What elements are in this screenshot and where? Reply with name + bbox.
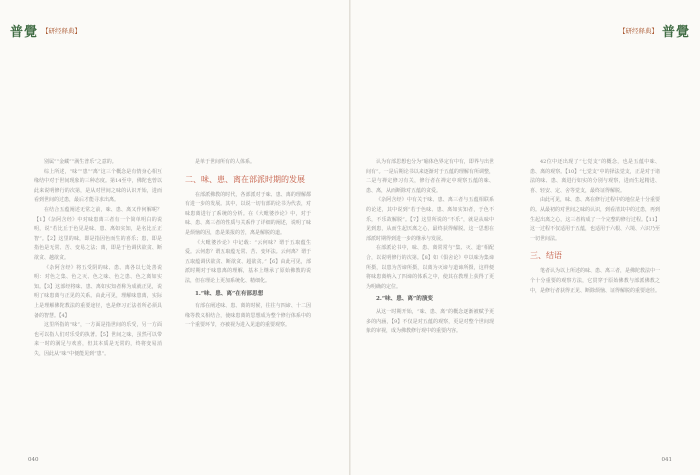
body-paragraph: 在部派论书中，味、患、离常常与“集、灭、道”相配合，以说明修行的次第。【8】如《俱舍论》中以味为集谛所摄，以患为苦谛所摄，以离为灭谛与道谛所摄，这样便将味患离纳入了四谛的体系之中，使其在教理上获得了更为明确的定位。 <box>366 245 494 290</box>
right-logo: 普覺 <box>661 24 690 40</box>
section-heading-3: 三、结语 <box>530 251 562 261</box>
body-paragraph: 从这一时期开始，“味、患、离”的概念逐渐被赋予更多的内涵，【9】不仅是对五蕴的观察，更是对整个世间现象的审视，成为佛教修行观中的重要内容。 <box>366 308 494 335</box>
page-gutter <box>349 0 351 475</box>
subheading-2-1: 1.“味、患、离”在有部思想 <box>195 290 264 297</box>
body-paragraph: 认为有部思想也分为“喻体色界定有中有，即界与出世间有”。一是后期论书以来逐渐对于五蕴的理解有所调整，二是与禅定修习有关，修行者在禅定中观察五蕴的味、患、离，从而断除对五蕴的贪爱。 <box>366 159 494 194</box>
body-paragraph: 别属”“金藏”“满生普乐”之意的。 <box>44 159 117 165</box>
body-paragraph: 42位中还出现了“七觉支”的概念，也是五蕴中味、患、离的观察。【10】“七觉支”中的择法觉支，正是对于诸法的味、患、离进行如实的分别与观察，进而生起精进、喜、轻安、定、舍等觉支，最终证得解脱。 <box>530 159 660 194</box>
body-paragraph: 在结合五蕴阐述无常之前，味、患、离又作何解呢？【1】《杂阿含经》中对味患离三者有一个简单明白的说明，说“若比丘于色见是味、患、离如实知，是名比丘正智”。【2】这里的味，即是指因色而生的喜乐；患，即是指色是无常、苦、变易之法；离，即是于色调伏欲贪、断欲贪、越欲贪。 <box>34 206 162 261</box>
body-paragraph: 是单于世间所有的人体系。 <box>195 159 256 165</box>
right-page-number: 041 <box>661 457 672 463</box>
body-paragraph: 有部在阐述味、患、离的时候，往往与四谛、十二因缘等教义相结合，使味患离的思想成为整个修行体系中的一个重要环节，亦被视为进入见道的重要观察。 <box>185 303 311 329</box>
body-paragraph: 笔者认为以上所述的味、患、离三者，是佛陀教法中一个十分重要的观察方法，它贯穿于原始佛教与部派佛教之中，是修行者获得正见、断除烦恼、证得解脱的重要途径。 <box>530 268 660 294</box>
body-paragraph: 在部派佛教的时代，各部派对于味、患、离的理解都有进一步的发展。其中，以说一切有部的论书为代表，对味患离进行了系统的分析。在《大毗婆沙论》中，对于味、患、离三者的性质与关系作了详细的阐述，说明了味是烦恼的因，患是果报的苦，离是解脱的道。 <box>185 191 311 236</box>
right-page-header <box>619 22 690 38</box>
left-page-number: 040 <box>28 457 39 463</box>
body-paragraph: 这里所指的“味”，一方面是指世间的乐受，另一方面也可以指人们对乐受的执著。【5】世间之味，虽然可以带来一时的满足与欢喜，但其本质是无常的，终将变易消失，因此从“味”中便能见到“患”。 <box>34 322 162 357</box>
left-section-tag: 【研经释典】 <box>42 26 82 35</box>
subheading-2-2: 2.“味、患、离”的演变 <box>376 296 434 303</box>
body-paragraph: 由此可见，味、患、离在修行过程中的地位是十分重要的。从最初的对世间之味的认识，到看清其中的过患，再到生起出离之心，这三者构成了一个完整的修行过程。【11】这一过程不仅适用于五蕴，也适用于六根、六境、六识乃至一切世间法。 <box>530 197 660 242</box>
section-heading-2: 二、味、患、离在部派时期的发展 <box>185 174 305 184</box>
body-paragraph: 《杂阿含经》将五受阴的味、患、离各以七处善说明：对色之集、色之灭、色之味、色之患、色之离如实知。【3】这部经将味、患、离如实知者称为成就正见，说明了味患离与正见的关系。由此可见，理解味患离，实际上是理解佛陀教法的重要途径，也是修习正法者所必须具备的智慧。【4】 <box>34 264 162 319</box>
left-page-column-1 <box>34 158 162 428</box>
right-section-tag: 【研经释典】 <box>618 26 658 35</box>
left-page-header <box>10 22 81 38</box>
left-page-column-2 <box>185 158 311 428</box>
right-page-column-1 <box>366 158 494 438</box>
body-paragraph: 综上所述，“味”“患”“离”这三个概念是有情身心相互缘结中对于世间现象的三种态度。第14至中，佛陀也曾以此来说明修行的次第，是从对世间之味的认识开始，进而看到世间的过患，最后才能寻求出离。 <box>34 168 162 204</box>
left-logo: 普覺 <box>10 24 39 40</box>
right-page-column-2 <box>530 158 660 438</box>
body-paragraph: 《杂阿含经》中有关于味、患、离三者与五蕴相联系的论述，其中说到“若于色味、患、离如实知者，于色不乐，不乐故解脱”。【7】这里所说的“不乐”，就是从味中见到患，从而生起厌离之心，最终获得解脱。这一思想在部派时期得到进一步的继承与发展。 <box>366 197 494 242</box>
body-paragraph: 《大毗婆沙论》中记载：“云何味？谓于五取蕴生爱。云何患？谓五取蕴无常、苦、变坏法。云何离？谓于五取蕴调伏欲贪、断欲贪、超欲贪。”【6】由此可见，部派时期对于味患离的理解，基本上继承了原始佛教的说法，但在理论上更加系统化、精细化。 <box>185 239 311 284</box>
